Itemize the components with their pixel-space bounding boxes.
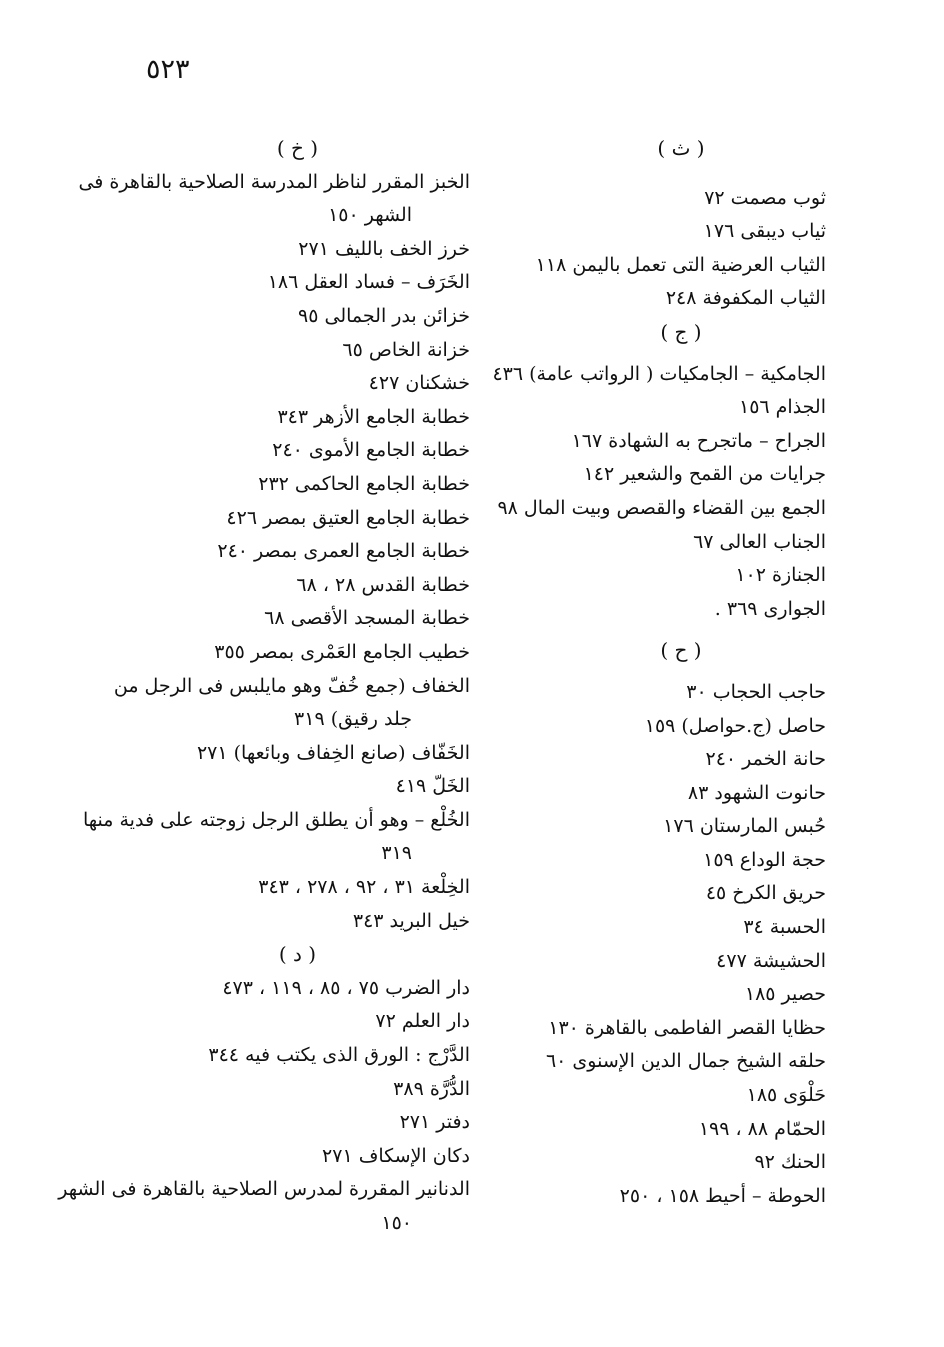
index-entry: حانوت الشهود ٨٣ xyxy=(687,781,826,804)
index-entry: حصير ١٨٥ xyxy=(744,983,826,1006)
index-entry: حُبس المارستان ١٧٦ xyxy=(663,815,826,838)
entry-continuation: الشهر ١٥٠ xyxy=(328,204,412,227)
index-entry: الخُلْع – وهو أن يطلق الرجل زوجته على فدية منها ٣١٩ xyxy=(125,804,470,871)
index-column-right xyxy=(492,132,826,1213)
index-entry: خيل البريد ٣٤٣ xyxy=(352,909,470,932)
index-entry: دكان الإسكاف ٢٧١ xyxy=(322,1144,470,1167)
index-entry: خرز الخف بالليف ٢٧١ xyxy=(298,237,470,260)
index-entry: الحوطة – أحيط ١٥٨ ، ٢٥٠ xyxy=(619,1184,826,1207)
index-entry: الخَرَف – فساد العقل ١٨٦ xyxy=(267,271,470,294)
index-entry: حلقه الشيخ جمال الدين الإسنوى ٦٠ xyxy=(545,1050,826,1073)
entry-continuation: ٣١٩ xyxy=(381,842,412,865)
section-heading: ( د ) xyxy=(278,942,317,967)
index-entry: حريق الكرخ ٤٥ xyxy=(705,882,826,905)
index-entry: الخِلْعة ٣١ ، ٩٢ ، ٢٧٨ ، ٣٤٣ xyxy=(258,876,470,899)
index-entry: الخَلّ ٤١٩ xyxy=(395,775,470,798)
index-entry: خطابة الجامع العتيق بمصر ٤٢٦ xyxy=(226,506,470,529)
index-entry: حانة الخمر ٢٤٠ xyxy=(705,748,826,771)
index-entry: حجة الوداع ١٥٩ xyxy=(703,848,826,871)
index-entry: دار العلم ٧٢ xyxy=(375,1010,470,1033)
index-entry: حاجب الحجاب ٣٠ xyxy=(686,680,826,703)
index-entry: دفتر ٢٧١ xyxy=(399,1111,470,1134)
index-entry: الجامكية – الجامكيات ( الرواتب عامة) ٤٣٦ xyxy=(492,362,826,385)
index-column-left xyxy=(58,132,470,1241)
index-entry: خزائن بدر الجمالى ٩٥ xyxy=(298,304,470,327)
section-heading: ( خ ) xyxy=(276,136,319,160)
section-heading: ( ج ) xyxy=(660,319,702,344)
page-number: ٥٢٣ xyxy=(146,54,190,85)
index-entry: خطابة الجامع الحاكمى ٢٣٢ xyxy=(258,472,470,495)
index-entry: حظايا القصر الفاطمى بالقاهرة ١٣٠ xyxy=(548,1016,826,1039)
index-entry: الجذام ١٥٦ xyxy=(738,396,826,419)
index-entry: خطابة القدس ٢٨ ، ٦٨ xyxy=(296,573,470,596)
index-entry: الدَّرْج : الورق الذى يكتب فيه ٣٤٤ xyxy=(208,1044,470,1067)
index-entry: الحشيشة ٤٧٧ xyxy=(716,949,826,972)
index-entry: الثياب العرضية التى تعمل باليمن ١١٨ xyxy=(535,253,826,276)
index-entry: الجنازة ١٠٢ xyxy=(735,564,826,587)
section-heading: ( ح ) xyxy=(660,638,702,663)
entry-continuation: جلد رقيق) ٣١٩ xyxy=(294,708,412,731)
index-entry: الثياب المكفوفة ٢٤٨ xyxy=(665,287,826,310)
index-entry: الجراح – ماتجرح به الشهادة ١٦٧ xyxy=(571,429,826,452)
index-entry: الجوارى ٣٦٩ . xyxy=(714,597,826,620)
index-entry: ثياب ديبقى ١٧٦ xyxy=(703,220,826,243)
index-entry: حاصل (ج.حواصل) ١٥٩ xyxy=(644,714,826,737)
index-entry: الخبز المقرر لناظر المدرسة الصلاحية بالقاهرة فى الشهر ١٥٠ xyxy=(125,166,470,233)
index-entry: خطيب الجامع العَمْرى بمصر ٣٥٥ xyxy=(214,640,470,663)
index-entry: الحسبة ٣٤ xyxy=(743,916,826,939)
index-entry: خطابة الجامع الأزهر ٣٤٣ xyxy=(277,405,470,428)
index-entry: الدُّرَّة ٣٨٩ xyxy=(393,1077,470,1100)
section-heading: ( ث ) xyxy=(657,136,705,160)
index-entry: خطابة الجامع العمرى بمصر ٢٤٠ xyxy=(217,540,470,563)
entry-continuation: ١٥٠ xyxy=(381,1212,412,1234)
index-entry: الدنانير المقررة لمدرس الصلاحية بالقاهرة فى الشهر ١٥٠ xyxy=(125,1173,470,1240)
index-entry: جرايات من القمح والشعير ١٤٢ xyxy=(583,463,826,486)
index-entry: الحنك ٩٢ xyxy=(754,1151,826,1174)
index-entry: الجناب العالى ٦٧ xyxy=(693,530,826,553)
index-entry: خزانة الخاص ٦٥ xyxy=(342,338,470,361)
index-entry: خشكنان ٤٢٧ xyxy=(368,372,470,395)
index-entry: دار الضرب ٧٥ ، ٨٥ ، ١١٩ ، ٤٧٣ xyxy=(222,976,470,999)
index-entry: خطابة المسجد الأقصى ٦٨ xyxy=(264,607,470,630)
index-entry: ثوب مصمت ٧٢ xyxy=(704,186,826,209)
index-entry: خطابة الجامع الأموى ٢٤٠ xyxy=(272,439,470,462)
index-entry: الحمّام ٨٨ ، ١٩٩ xyxy=(698,1117,826,1140)
index-entry: الخفاف (جمع خُفّ وهو مايلبس فى الرجل من جلد رقيق) ٣١٩ xyxy=(125,670,470,737)
index-entry: الجمع بين القضاء والقصص وبيت المال ٩٨ xyxy=(497,496,826,519)
index-entry: حَلْوَى ١٨٥ xyxy=(746,1084,826,1107)
index-entry: الخَفّاف (صانع الخِفاف وبائعها) ٢٧١ xyxy=(196,741,470,764)
